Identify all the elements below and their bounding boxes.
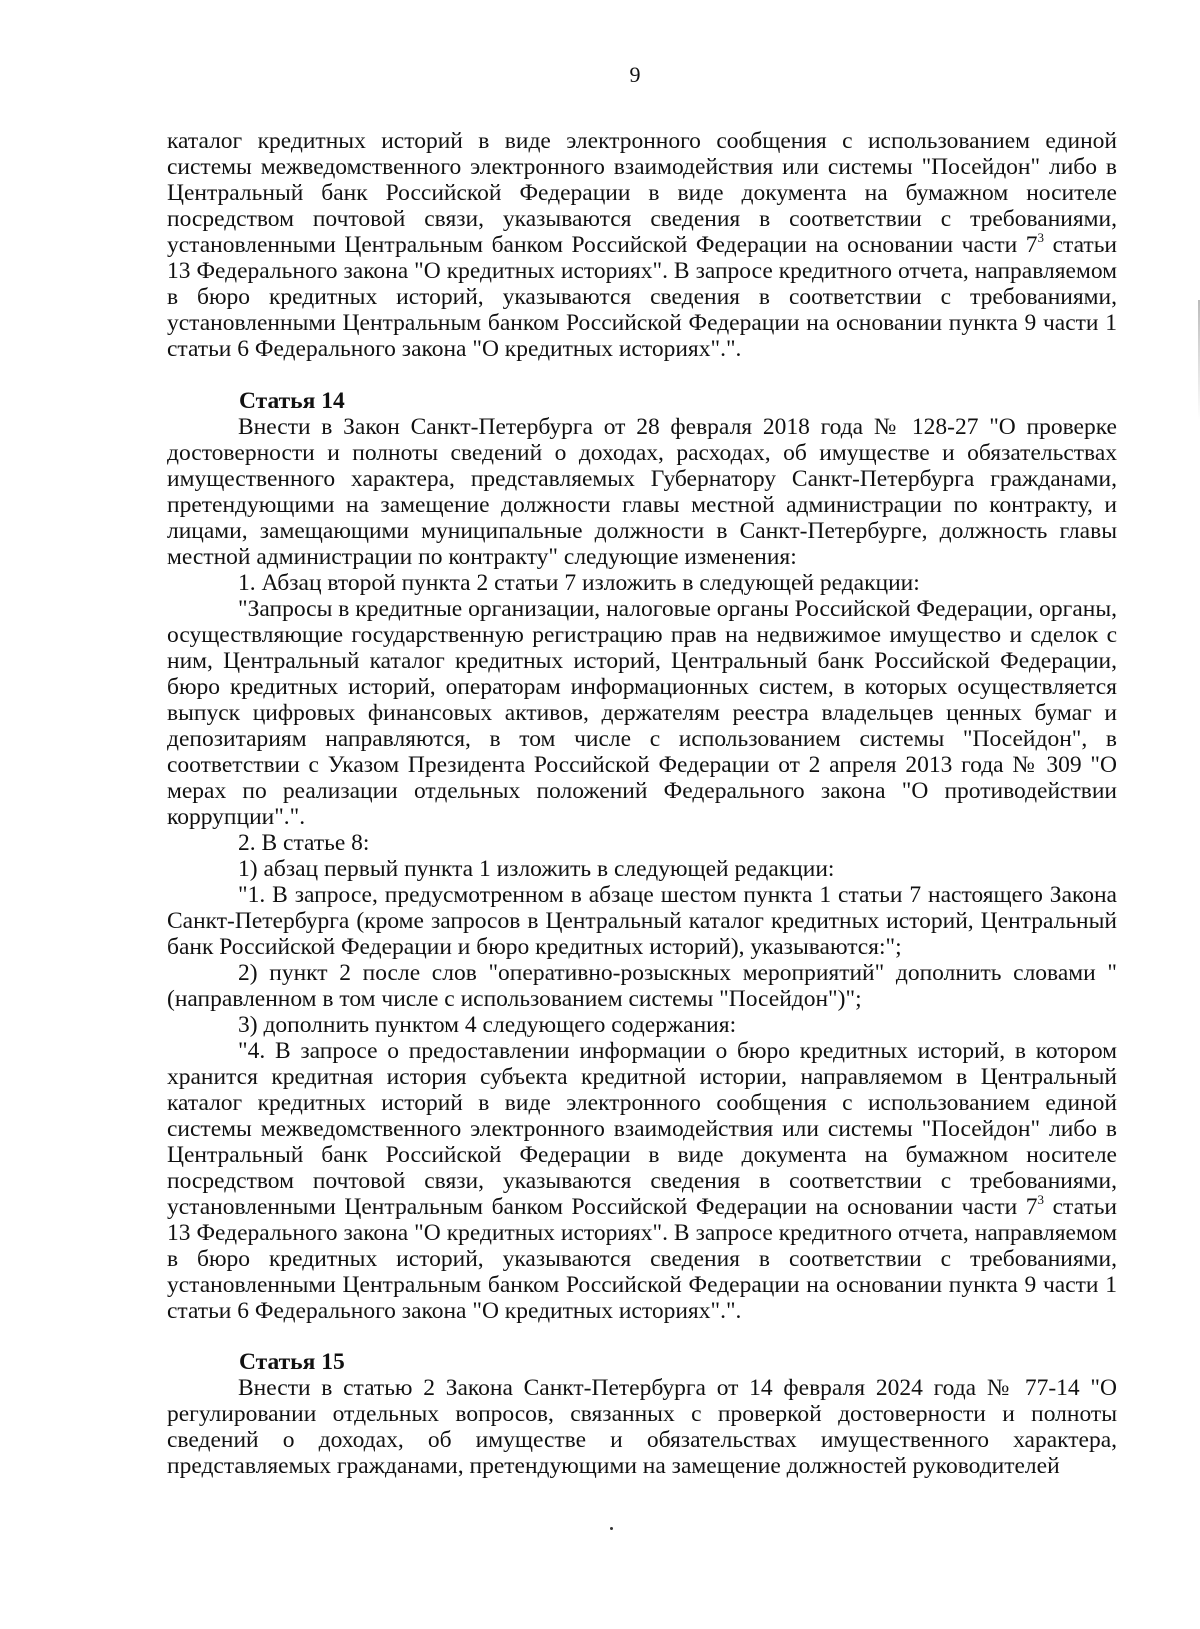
paragraph-continuation: каталог кредитных историй в виде электронного сообщения с использованием единой системы межведомственного электронного взаимодействия или системы "Посейдон" либо в Центральный банк Российской Федерации в виде документа на бумажном носителе посредством почтовой связи, указываются сведения в соответствии с требованиями, установленными Центральным банком Российской Федерации на основании части $7^3$ статьи 13 Федерального закона "О кредитных историях". В запросе кредитного отчета, направляемом в бюро кредитных историй, указываются сведения в соответствии с требованиями, установленными Центральным банком Российской Федерации на основании пункта 9 части 1 статьи 6 Федерального закона "О кредитных историях".". [167, 128, 1117, 362]
document-body [167, 128, 1117, 1479]
article-14-item-1: 1. Абзац второй пункта 2 статьи 7 изложить в следующей редакции: [238, 570, 920, 596]
article-15-heading: Статья 15 [239, 1349, 345, 1375]
article-14-item-2-3: 3) дополнить пунктом 4 следующего содержания: [238, 1012, 737, 1038]
scan-speck [610, 1527, 613, 1530]
page-number: 9 [629, 62, 641, 87]
article-14-heading: Статья 14 [239, 388, 345, 414]
article-15-intro: Внести в статью 2 Закона Санкт-Петербурга от 14 февраля 2024 года № 77-14 "О регулировании отдельных вопросов, связанных с проверкой достоверности и полноты сведений о доходах, об имуществе и обязательствах имущественного характера, представляемых гражданами, претендующими на замещение должностей руководителей [167, 1375, 1117, 1479]
article-14-item-2: 2. В статье 8: [238, 830, 370, 856]
article-14-item-2-2: 2) пункт 2 после слов "оперативно-розыскных мероприятий" дополнить словами "(направленном в том числе с использованием системы "Посейдон")"; [167, 960, 1117, 1012]
article-14-item-2-1: 1) абзац первый пункта 1 изложить в следующей редакции: [238, 856, 835, 882]
article-14-intro: Внести в Закон Санкт-Петербурга от 28 февраля 2018 года № 128-27 "О проверке достоверности и полноты сведений о доходах, расходах, об имуществе и обязательствах имущественного характера, представляемых Губернатору Санкт-Петербурга гражданами, претендующими на замещение должности главы местной администрации по контракту, и лицами, замещающими муниципальные должности в Санкт-Петербурге, должность главы местной администрации по контракту" следующие изменения: [167, 414, 1117, 570]
article-14-item-2-3-text: "4. В запросе о предоставлении информации о бюро кредитных историй, в котором хранится кредитная история субъекта кредитной истории, направляемом в Центральный каталог кредитных историй в виде электронного сообщения с использованием единой системы межведомственного электронного взаимодействия или системы "Посейдон" либо в Центральный банк Российской Федерации в виде документа на бумажном носителе посредством почтовой связи, указываются сведения в соответствии с требованиями, установленными Центральным банком Российской Федерации на основании части $7^3$ статьи 13 Федерального закона "О кредитных историях". В запросе кредитного отчета, направляемом в бюро кредитных историй, указываются сведения в соответствии с требованиями, установленными Центральным банком Российской Федерации на основании пункта 9 части 1 статьи 6 Федерального закона "О кредитных историях".". [167, 1038, 1117, 1324]
article-14-item-1-text: "Запросы в кредитные организации, налоговые органы Российской Федерации, органы, осуществляющие государственную регистрацию прав на недвижимое имущество и сделок с ним, Центральный каталог кредитных историй, Центральный банк Российской Федерации, бюро кредитных историй, операторам информационных систем, в которых осуществляется выпуск цифровых финансовых активов, держателям реестра владельцев ценных бумаг и депозитариям направляются, в том числе с использованием системы "Посейдон", в соответствии с Указом Президента Российской Федерации от 2 апреля 2013 года № 309 "О мерах по реализации отдельных положений Федерального закона "О противодействии коррупции".". [167, 596, 1117, 830]
article-14-item-2-1-text: "1. В запросе, предусмотренном в абзаце шестом пункта 1 статьи 7 настоящего Закона Санкт-Петербурга (кроме запросов в Центральный каталог кредитных историй, Центральный банк Российской Федерации и бюро кредитных историй), указываются:"; [167, 882, 1117, 960]
